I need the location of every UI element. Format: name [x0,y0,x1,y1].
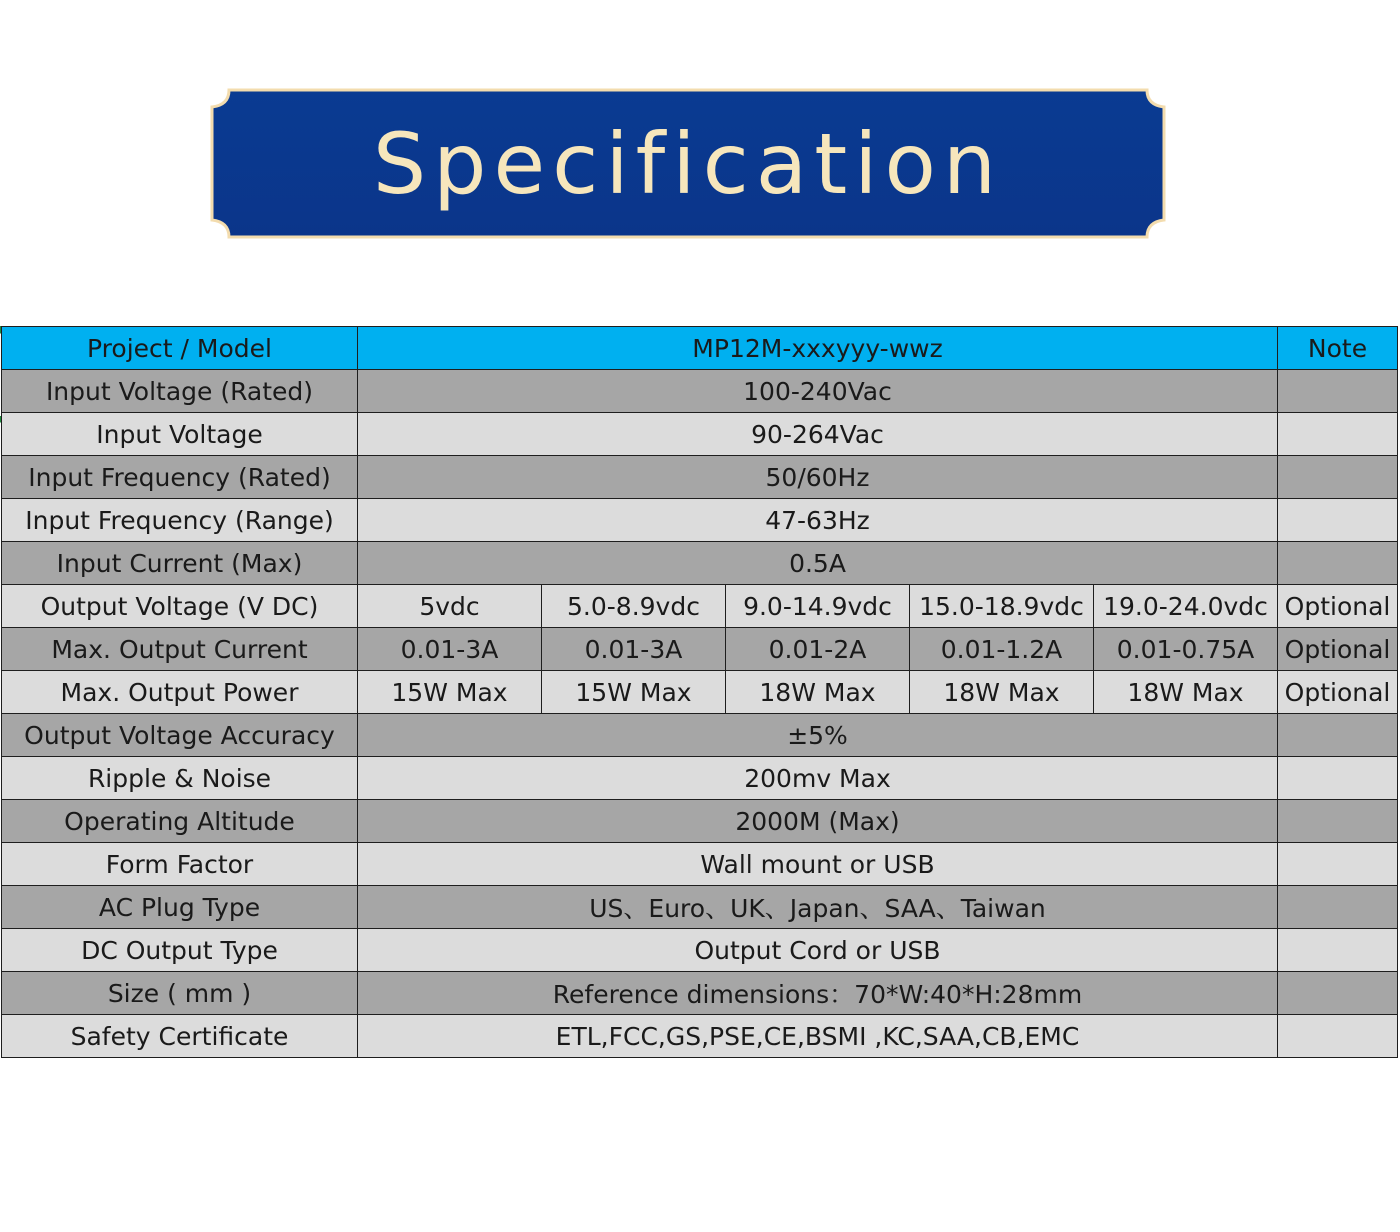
row-value: 90-264Vac [358,413,1278,456]
row-value: 50/60Hz [358,456,1278,499]
spec-banner [209,87,1167,240]
row-note [1278,714,1398,757]
row-value-4: 15.0-18.9vdc [910,585,1094,628]
row-value-5: 18W Max [1094,671,1278,714]
row-label: Ripple & Noise [2,757,358,800]
row-label: Output Voltage (V DC) [2,585,358,628]
row-value-2: 15W Max [542,671,726,714]
table-row [2,456,1398,499]
row-note [1278,843,1398,886]
row-value-4: 0.01-1.2A [910,628,1094,671]
row-value: ±5% [358,714,1278,757]
row-note: Optional [1278,585,1398,628]
row-note [1278,499,1398,542]
row-label: Input Voltage (Rated) [2,370,358,413]
header-model: MP12M-xxxyyy-wwz [358,327,1278,370]
table-row [2,499,1398,542]
row-label: Input Voltage [2,413,358,456]
row-note [1278,972,1398,1015]
row-value: US、Euro、UK、Japan、SAA、Taiwan [358,886,1278,929]
table-row [2,886,1398,929]
row-note [1278,542,1398,585]
row-note [1278,370,1398,413]
row-note [1278,886,1398,929]
row-value-1: 15W Max [358,671,542,714]
row-note [1278,1015,1398,1058]
row-label: AC Plug Type [2,886,358,929]
table-row [2,1015,1398,1058]
row-label: Input Current (Max) [2,542,358,585]
row-value-2: 5.0-8.9vdc [542,585,726,628]
row-note [1278,929,1398,972]
table-row [2,370,1398,413]
table-row [2,671,1398,714]
table-row [2,542,1398,585]
spec-table [1,326,1398,1058]
row-value: Reference dimensions：70*W:40*H:28mm [358,972,1278,1015]
table-row [2,800,1398,843]
header-label: Project / Model [2,327,358,370]
row-value-5: 19.0-24.0vdc [1094,585,1278,628]
row-value-1: 5vdc [358,585,542,628]
row-label: Operating Altitude [2,800,358,843]
table-row [2,413,1398,456]
row-value-2: 0.01-3A [542,628,726,671]
row-label: Max. Output Current [2,628,358,671]
table-row [2,757,1398,800]
row-note [1278,456,1398,499]
row-note [1278,757,1398,800]
row-value: 2000M (Max) [358,800,1278,843]
row-value-1: 0.01-3A [358,628,542,671]
table-row [2,843,1398,886]
row-note: Optional [1278,628,1398,671]
table-row [2,628,1398,671]
row-label: Safety Certificate [2,1015,358,1058]
row-label: Input Frequency (Range) [2,499,358,542]
row-value-3: 0.01-2A [726,628,910,671]
table-row [2,929,1398,972]
row-value: Output Cord or USB [358,929,1278,972]
table-row [2,714,1398,757]
row-label: Size ( mm ) [2,972,358,1015]
row-value: Wall mount or USB [358,843,1278,886]
row-value: 200mv Max [358,757,1278,800]
row-value-4: 18W Max [910,671,1094,714]
row-label: Max. Output Power [2,671,358,714]
row-note [1278,413,1398,456]
row-value: 47-63Hz [358,499,1278,542]
row-value-3: 18W Max [726,671,910,714]
table-header-row [2,327,1398,370]
row-label: Input Frequency (Rated) [2,456,358,499]
row-label: Form Factor [2,843,358,886]
row-value: 0.5A [358,542,1278,585]
table-row [2,585,1398,628]
row-label: DC Output Type [2,929,358,972]
row-value-3: 9.0-14.9vdc [726,585,910,628]
banner-title: Specification [372,114,1004,213]
row-value-5: 0.01-0.75A [1094,628,1278,671]
row-value: ETL,FCC,GS,PSE,CE,BSMI ,KC,SAA,CB,EMC [358,1015,1278,1058]
table-row [2,972,1398,1015]
header-note: Note [1278,327,1398,370]
row-label: Output Voltage Accuracy [2,714,358,757]
row-note [1278,800,1398,843]
row-value: 100-240Vac [358,370,1278,413]
row-note: Optional [1278,671,1398,714]
